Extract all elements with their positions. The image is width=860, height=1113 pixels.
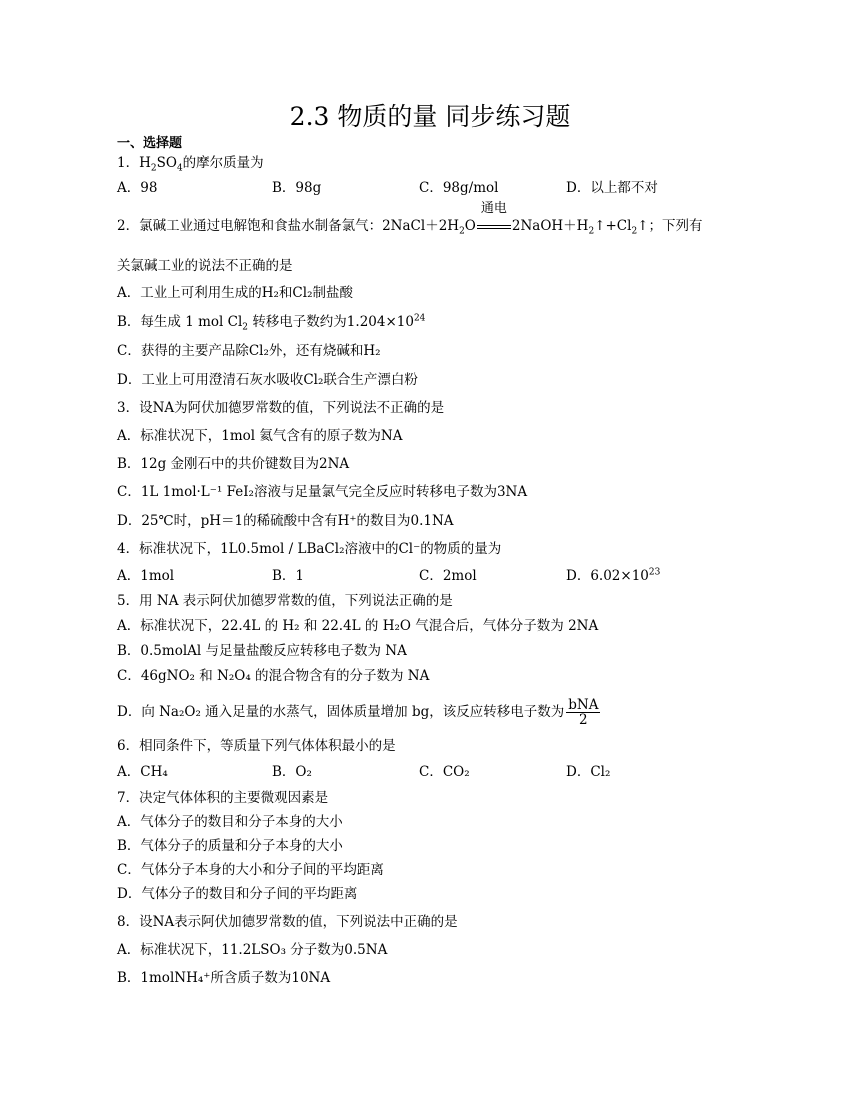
reaction-arrow: 通电 (477, 216, 511, 236)
q8-stem: 8．设NA表示阿伏加德罗常数的值，下列说法中正确的是 (117, 914, 458, 930)
q5-option-c: C．46gNO₂ 和 N₂O₄ 的混合物含有的分子数为 NA (117, 668, 430, 684)
q3-stem: 3．设NA为阿伏加德罗常数的值，下列说法不正确的是 (117, 400, 445, 416)
q3-option-c: C．1L 1mol·L⁻¹ FeI₂溶液与足量氯气完全反应时转移电子数为3NA (117, 484, 528, 500)
q2-option-c: C．获得的主要产品除Cl₂外，还有烧碱和H₂ (117, 343, 381, 359)
q7-option-d: D．气体分子的数目和分子间的平均距离 (117, 886, 358, 902)
q1-option-c: C．98g/mol (419, 180, 499, 196)
q1-stem: 1．$H_2SO_4$的摩尔质量为 (117, 155, 264, 174)
q4-option-a: A．1mol (117, 568, 175, 584)
q2-stem: 2．氯碱工业通过电解饱和食盐水制备氯气：$2NaCl+2H_2O$ 通电 $2NaOH+H_2↑+Cl_2↑$；下列有 (117, 201, 703, 237)
fraction: $\frac{\text{bNA}}{2}$ (568, 697, 599, 728)
q6-option-c: C．CO₂ (419, 764, 470, 780)
q7-option-c: C．气体分子本身的大小和分子间的平均距离 (117, 862, 384, 878)
q2-option-d: D．工业上可用澄清石灰水吸收Cl₂联合生产漂白粉 (117, 372, 418, 388)
q4-option-b: B．1 (272, 568, 305, 584)
q8-option-b: B．1molNH₄⁺所含质子数为10NA (117, 970, 331, 986)
q6-option-d: D．Cl₂ (566, 764, 611, 780)
q6-option-a: A．CH₄ (117, 764, 168, 780)
q4-option-d: D．$6.02\times 10^{23}$ (566, 567, 661, 584)
q1-option-d: D．以上都不对 (566, 180, 658, 196)
q3-option-d: D．25℃时，pH＝1的稀硫酸中含有H⁺的数目为0.1NA (117, 513, 454, 529)
q5-option-d: D．向 Na₂O₂ 通入足量的水蒸气，固体质量增加 bg，该反应转移电子数为 $\frac{\text{bNA}}{2}$ (117, 697, 599, 728)
q2-stem-cont: 关氯碱工业的说法不正确的是 (117, 258, 293, 274)
q2-option-b: B．每生成 1 mol $Cl_2$ 转移电子数约为$1.204\times 10^{24}$ (117, 313, 426, 333)
q1-option-a: A．98 (117, 180, 158, 196)
q1-option-b: B．98g (272, 180, 322, 196)
q4-stem: 4．标准状况下，1L0.5mol / LBaCl₂溶液中的Cl⁻的物质的量为 (117, 541, 502, 557)
document-title: 2.3 物质的量 同步练习题 (289, 102, 571, 131)
q6-option-b: B．O₂ (272, 764, 312, 780)
q7-option-b: B．气体分子的质量和分子本身的大小 (117, 838, 343, 854)
q5-option-a: A．标准状况下，22.4L 的 H₂ 和 22.4L 的 H₂O 气混合后，气体分子数为 2NA (117, 618, 599, 634)
q2-option-a: A．工业上可利用生成的H₂和Cl₂制盐酸 (117, 285, 353, 301)
q4-option-c: C．2mol (419, 568, 477, 584)
q3-option-a: A．标准状况下，1mol 氦气含有的原子数为NA (117, 428, 403, 444)
q5-stem: 5．用 NA 表示阿伏加德罗常数的值，下列说法正确的是 (117, 593, 453, 609)
q7-stem: 7．决定气体体积的主要微观因素是 (117, 790, 329, 806)
q3-option-b: B．12g 金刚石中的共价键数目为2NA (117, 456, 350, 472)
q5-option-b: B．0.5molAl 与足量盐酸反应转移电子数为 NA (117, 643, 407, 659)
q6-stem: 6．相同条件下，等质量下列气体体积最小的是 (117, 738, 396, 754)
section-heading: 一、选择题 (117, 136, 183, 151)
q8-option-a: A．标准状况下，11.2LSO₃ 分子数为0.5NA (117, 942, 388, 958)
q7-option-a: A．气体分子的数目和分子本身的大小 (117, 814, 343, 830)
